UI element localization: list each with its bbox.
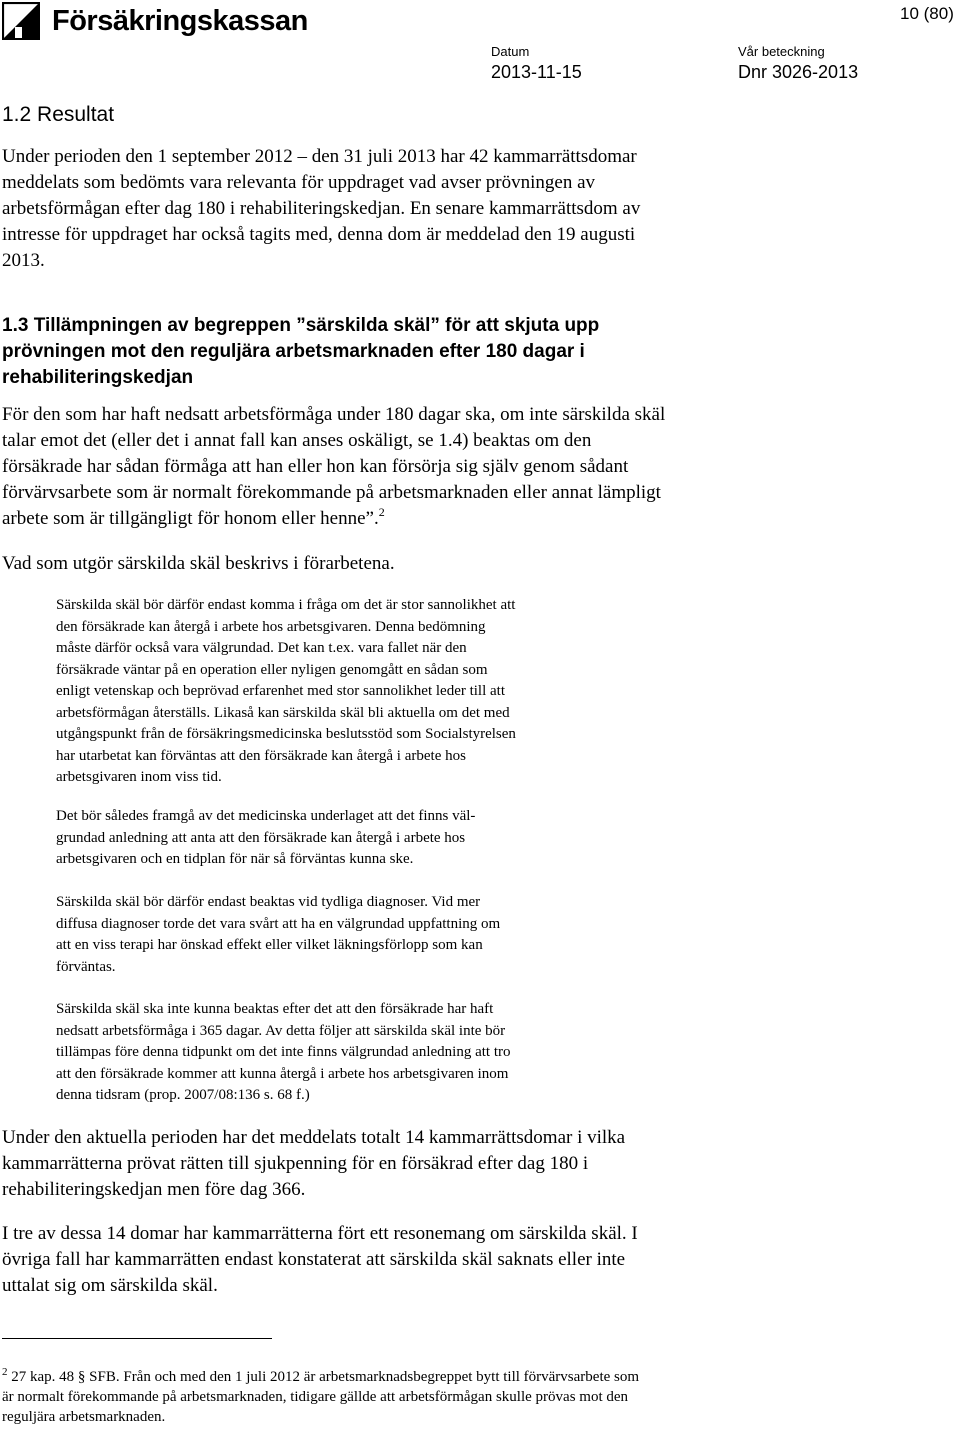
quote-line: den försäkrade kan återgå i arbete hos arbetsgivaren. Denna bedömning xyxy=(56,618,486,635)
section-heading-1-2: 1.2 Resultat xyxy=(2,103,115,126)
quote-line: diffusa diagnoser torde det vara svårt att ha en välgrundad uppfattning om xyxy=(56,915,501,932)
block-quote xyxy=(56,806,956,871)
quote-line: denna tidsram (prop. 2007/08:136 s. 68 f.) xyxy=(56,1087,310,1103)
block-quote xyxy=(56,595,956,789)
law-citation-paragraph xyxy=(2,402,952,532)
reference-value: Dnr 3026-2013 xyxy=(738,62,859,82)
heading-line: rehabiliteringskedjan xyxy=(2,367,194,388)
text-line: kammarrätterna prövat rätten till sjukpenning för en försäkrad efter dag 180 i xyxy=(2,1153,589,1174)
summary-paragraph xyxy=(2,1125,952,1203)
footnote-separator xyxy=(2,1338,272,1339)
block-quote xyxy=(56,999,956,1107)
quote-line: Särskilda skäl ska inte kunna beaktas efter det att den försäkrade har haft xyxy=(56,1001,494,1017)
text-line: meddelats som bedömts vara relevanta för uppdraget vad avser prövningen av xyxy=(2,172,596,193)
findings-paragraph xyxy=(2,1221,952,1299)
text-line: För den som har haft nedsatt arbetsförmåga under 180 dagar ska, om inte särskilda skäl xyxy=(2,404,666,425)
text-line-content: arbete som är tillgängligt för honom eller henne”. xyxy=(2,508,379,529)
footnote xyxy=(2,1367,952,1427)
heading-line: 1.3 Tillämpningen av begreppen ”särskilda skäl” för att skjuta upp xyxy=(2,315,600,336)
page-number: 10 (80) xyxy=(900,4,954,23)
quote-line: har utarbetat kan förväntas att den försäkrade kan återgå i arbete hos xyxy=(56,747,466,764)
quote-line: arbetsgivaren och en tidplan för när så förväntas kunna ske. xyxy=(56,851,414,867)
text-line: Under perioden den 1 september 2012 – den 31 juli 2013 har 42 kammarrättsdomar xyxy=(2,146,637,167)
footnote-line xyxy=(2,1367,952,1387)
text-line: försäkrade har sådan förmåga att han eller hon kan försörja sig själv genom sådant xyxy=(2,456,629,477)
block-quote xyxy=(56,892,956,978)
text-line: rehabiliteringskedjan men före dag 366. xyxy=(2,1179,306,1200)
quote-line: nedsatt arbetsförmåga i 365 dagar. Av detta följer att särskilda skäl inte bör xyxy=(56,1022,506,1039)
date-value: 2013-11-15 xyxy=(491,62,582,82)
quote-line: utgångspunkt från de försäkringsmedicinska beslutsstöd som Socialstyrelsen xyxy=(56,726,516,742)
quote-line: grundad anledning att anta att den försäkrade kan återgå i arbete hos xyxy=(56,829,466,846)
text-line: övriga fall har kammarrätten endast konstaterat att särskilda skäl saknats eller inte xyxy=(2,1249,626,1270)
quote-line: Det bör således framgå av det medicinska underlaget att det finns väl- xyxy=(56,808,476,824)
quote-line: arbetsgivaren inom viss tid. xyxy=(56,769,222,785)
quote-line: försäkrade väntar på en operation eller nyligen genomgått en sådan som xyxy=(56,661,488,678)
footnote-line: reguljära arbetsmarknaden. xyxy=(2,1409,166,1425)
quote-line: arbetsförmågan återställs. Likaså kan särskilda skäl bli aktuella om det med xyxy=(56,704,510,721)
quote-line: tillämpas före denna tidpunkt om det inte finns välgrundad anledning att tro xyxy=(56,1044,511,1060)
text-line: arbetsförmågan efter dag 180 i rehabiliteringskedjan. En senare kammarrättsdom av xyxy=(2,198,641,219)
quote-line: måste därför också vara välgrundad. Det kan t.ex. vara fallet när den xyxy=(56,640,467,656)
text-line: talar emot det (eller det i annat fall kan anses oskäligt, se 1.4) beaktas om den xyxy=(2,430,592,451)
logo-wordmark: Försäkringskassan xyxy=(52,5,308,37)
text-line: förvärvsarbete som är normalt förekommande på arbetsmarknaden eller annat lämpligt xyxy=(2,482,661,503)
quote-line: att en viss terapi har önskad effekt eller vilket läkningsförlopp som kan xyxy=(56,937,483,953)
reference-label: Vår beteckning xyxy=(738,44,825,59)
text-line: uttalat sig om särskilda skäl. xyxy=(2,1275,218,1296)
text-line: 2013. xyxy=(2,250,45,271)
heading-line: prövningen mot den reguljära arbetsmarknaden efter 180 dagar i xyxy=(2,341,585,362)
text-line: I tre av dessa 14 domar har kammarrätterna fört ett resonemang om särskilda skäl. I xyxy=(2,1223,638,1244)
results-paragraph xyxy=(2,144,952,274)
quote-line: Särskilda skäl bör därför endast beaktas vid tydliga diagnoser. Vid mer xyxy=(56,894,481,910)
text-line: Under den aktuella perioden har det meddelats totalt 14 kammarrättsdomar i vilka xyxy=(2,1127,626,1148)
footnote-reference[interactable]: 2 xyxy=(378,505,385,519)
footnote-line: är normalt förekommande på arbetsmarknaden, tidigare gällde att arbetsförmågan skulle prövas mot den xyxy=(2,1389,629,1405)
text-line: intresse för uppdraget har också tagits med, denna dom är meddelad den 19 augusti xyxy=(2,224,636,245)
text-line xyxy=(2,506,952,532)
section-heading-1-3 xyxy=(2,313,902,391)
quote-line: enligt vetenskap och beprövad erfarenhet med stor sannolikhet leder till att xyxy=(56,683,506,699)
quote-line: att den försäkrade kommer att kunna återgå i arbete hos arbetsgivaren inom xyxy=(56,1065,509,1082)
logo-icon xyxy=(2,2,40,40)
intro-sentence: Vad som utgör särskilda skäl beskrivs i förarbetena. xyxy=(2,553,395,574)
footnote-text: 27 kap. 48 § SFB. Från och med den 1 juli 2012 är arbetsmarknadsbegreppet bytt till förvärvsarbete som xyxy=(11,1369,640,1385)
date-label: Datum xyxy=(491,44,530,59)
quote-line: förväntas. xyxy=(56,958,116,975)
footnote-number: 2 xyxy=(2,1366,8,1378)
quote-line: Särskilda skäl bör därför endast komma i fråga om det är stor sannolikhet att xyxy=(56,597,516,613)
